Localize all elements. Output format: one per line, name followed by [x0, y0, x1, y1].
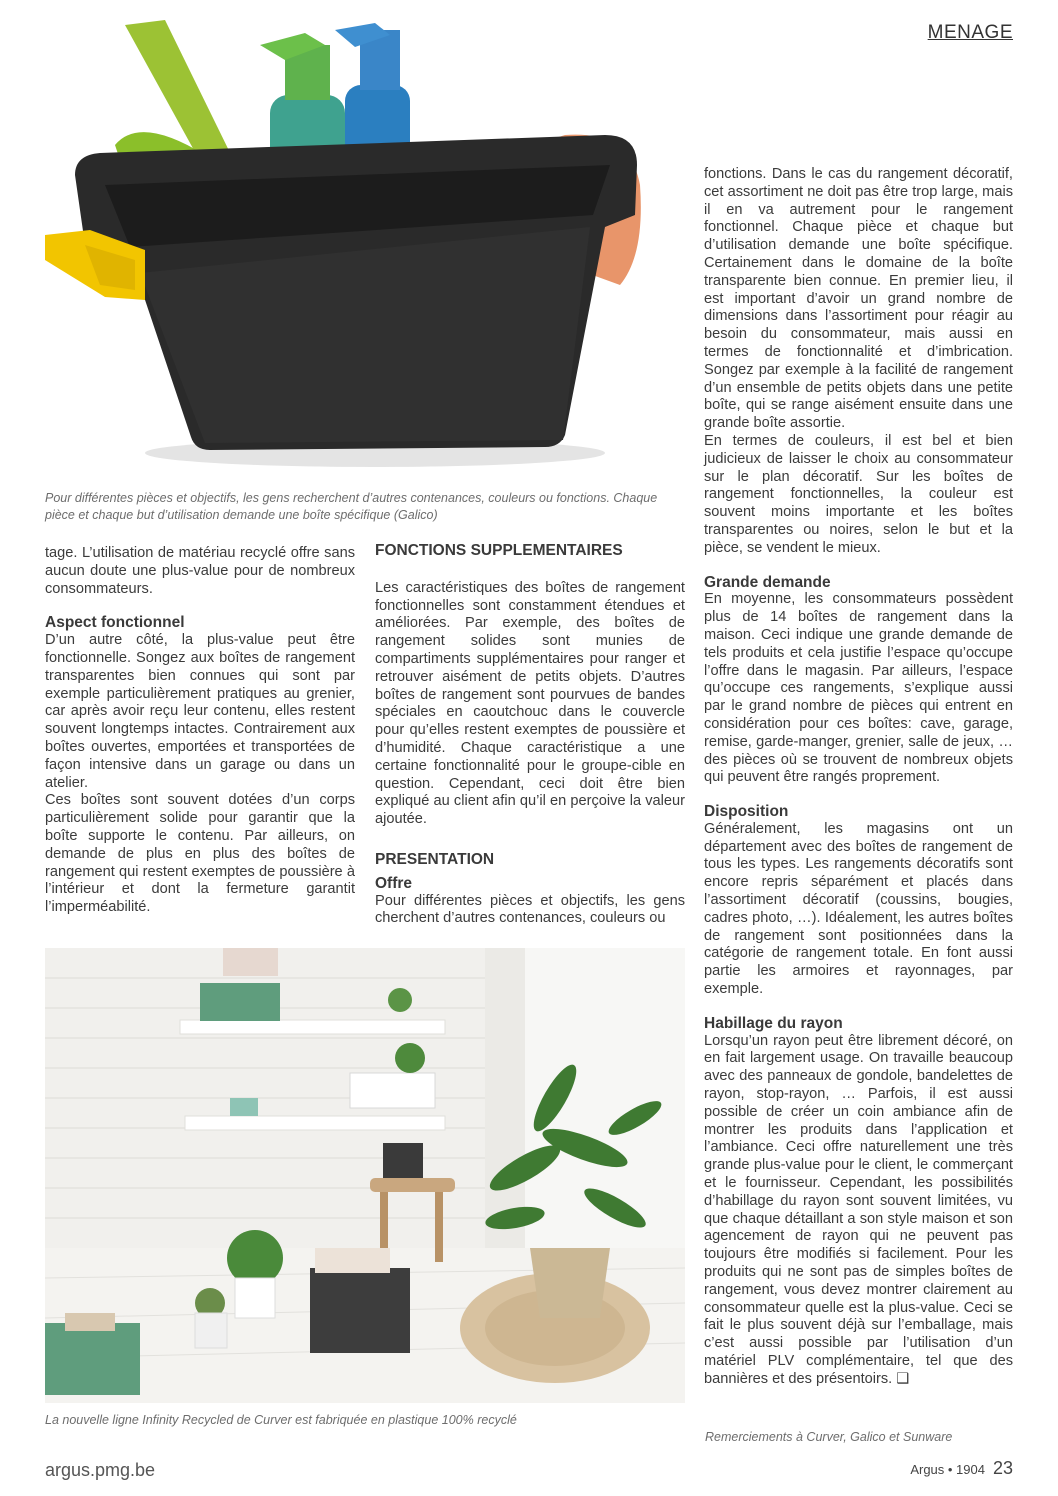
figure2-caption: La nouvelle ligne Infinity Recycled de Curver est fabriquée en plastique 100% recyclé [45, 1413, 517, 1427]
col1-paragraph-1: tage. L’utilisation de matériau recyclé offre sans aucun doute une plus-value pour de nombreux consommateurs. [45, 545, 355, 597]
heading-aspect-fonctionnel: Aspect fonctionnel [45, 614, 185, 632]
cleaning-tub-illustration [45, 15, 650, 485]
website-link[interactable]: argus.pmg.be [45, 1460, 156, 1480]
column-3 [704, 166, 1013, 1389]
heading-offre: Offre [375, 874, 413, 892]
page-number: 23 [992, 1458, 1013, 1478]
col3-paragraph-5: Lorsqu’un rayon peut être librement décoré, on en fait largement usage. On travaille beaucoup avec des panneaux de gondole, bandelettes de rayon, stop-rayon, … Parfois, il est aussi possible de créer un coin ambiance afin de montrer les produits dans l’application et l’ambiance. Ceci offre naturellement une très grande plus-value pour le client, le commerçant et le fournisseur. Cependant, les possibilités d’habillage du rayon sont souvent limitées, vu que chaque détaillant a son style maison et son agencement de rayon qui ne peuvent pas toujours être modifiés si facilement. Pour les produits qui ne sont pas de simples boîtes de rangement, vous devez montrer clairement au consommateur quelle est la plus-value. Ceci se fait le plus souvent déjà sur l’emballage, mais c’est aussi possible par l’utilisation d’un matériel PLV complémentaire, tel que des bannières et des présentoirs. ❑ [704, 1032, 1013, 1387]
acknowledgements: Remerciements à Curver, Galico et Sunware [705, 1430, 953, 1444]
col1-paragraph-3: Ces boîtes sont souvent dotées d’un corps particulièrement solide pour garantir que la boîte supporte le contenu. Par ailleurs, on demande de plus en plus des boîtes de rangement qui restent exemptes de poussière à l’intérieur et dont la fermeture garantit l’imperméabilité. [45, 792, 355, 916]
heading-grande-demande: Grande demande [704, 573, 831, 591]
col1-paragraph-2: D’un autre côté, la plus-value peut être fonctionnelle. Songez aux boîtes de rangement transparentes bien connues qui sont par exemple particulièrement pratiques au grenier, car après avoir reçu leur contenu, elles restent souvent longtemps intactes. Contrairement aux boîtes ouvertes, emportées et transportées de façon intensive dans un garage ou dans un atelier. [45, 632, 355, 791]
heading-disposition: Disposition [704, 803, 789, 821]
col2-paragraph-1: Les caractéristiques des boîtes de rangement fonctionnelles sont constamment étendues et améliorées. Par exemple, des boîtes de rangement solides sont munies de compartiments supplémentaires pour ranger et retrouver aisément de petits objets. D’autres boîtes de rangement sont pourvues de bandes spéciales en caoutchouc dans le couvercle pour qu’elles restent exemptes de poussière et d’humidité. Chaque caractéristique a une certaine fonctionnalité pour le groupe-cible en question. Cependant, ceci doit être bien expliqué au client afin qu’il en perçoive la valeur ajoutée. [375, 579, 685, 828]
column-1 [45, 545, 355, 917]
figure-interior [45, 948, 685, 1403]
section-tag: MENAGE [927, 22, 1013, 43]
col3-paragraph-1: fonctions. Dans le cas du rangement décoratif, cet assortiment ne doit pas être trop large, mais il en va autrement pour le rangement fonctionnel. Chaque pièce et chaque but d’utilisation demande une boîte spécifique. Certainement dans le domaine de la boîte transparente bien connue. En premier lieu, il est important d’avoir un grand nombre de dimensions dans l’assortiment pour réagir au besoin du consommateur, mais aussi en termes de fonctionnalité et d’imbrication. Songez par exemple à la facilité de rangement d’un ensemble de petits objets dans une petite boîte, qui se range aisément ensuite dans une grande boîte assortie. [704, 166, 1013, 432]
heading-habillage-du-rayon: Habillage du rayon [704, 1014, 843, 1032]
figure-cleaning-tub [45, 15, 650, 485]
heading-fonctions-supplementaires: FONCTIONS SUPPLEMENTAIRES [375, 542, 623, 559]
footer-issue [910, 1458, 1013, 1479]
column-2 [375, 542, 685, 928]
figure1-caption: Pour différentes pièces et objectifs, les gens recherchent d’autres contenances, couleurs ou fonctions. Chaque pièce et chaque but d’utilisation demande une boîte spécifique (Galico) [45, 491, 658, 522]
col2-paragraph-2: Pour différentes pièces et objectifs, les gens cherchent d’autres contenances, couleurs ou [375, 892, 685, 927]
col3-paragraph-2: En termes de couleurs, il est bel et bien judicieux de laisser le choix au consommateur sur le plan décoratif. Sur les boîtes de rangement fonctionnelles, la couleur est souvent moins importante et les boîtes transparentes ou noires, selon le but et la pièce, se vendent le mieux. [704, 432, 1013, 556]
col3-paragraph-4: Généralement, les magasins ont un département avec des boîtes de rangement de tous les types. Les rangements décoratifs sont encore repris séparément et placés dans l’assortiment décoratif (coussins, bougies, cadres photo, …). Idéalement, les autres boîtes de rangement sont positionnées dans la catégorie de rangement totale. En font aussi partie les armoires et rayonnages, par exemple. [704, 820, 1013, 998]
heading-presentation: PRESENTATION [375, 850, 495, 868]
issue-number: Argus • 1904 [910, 1462, 985, 1477]
interior-illustration [45, 948, 685, 1403]
col3-paragraph-3: En moyenne, les consommateurs possèdent plus de 14 boîtes de rangement dans la maison. Ceci indique une grande demande de tels produits et cela justifie l’espace qu’occupe l’offre dans le magasin. Par ailleurs, l’espace qu’occupe ces rangements, s’explique aussi par le grand nombre de pièces qui entrent en considération pour ces boîtes: cave, garage, remise, garde-manger, grenier, salle de jeux, … des pièces où se trouvent de nombreux objets qui peuvent être rangés proprement. [704, 591, 1013, 786]
